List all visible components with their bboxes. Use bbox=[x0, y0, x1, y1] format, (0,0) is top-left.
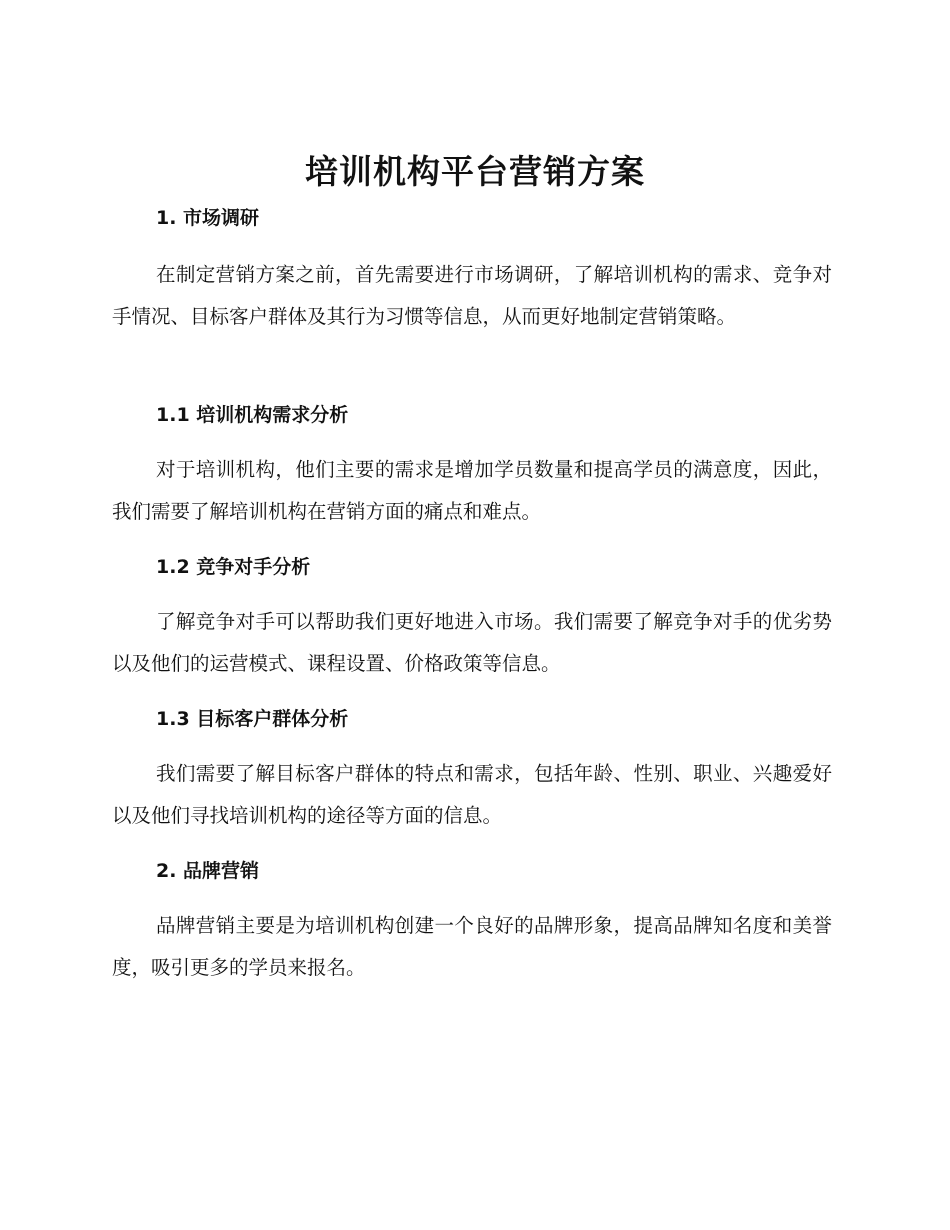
section-body-institution-needs: 对于培训机构，他们主要的需求是增加学员数量和提高学员的满意度，因此，我们需要了解培训机构在营销方面的痛点和难点。 bbox=[112, 458, 832, 523]
section-heading-institution-needs: 1.1 培训机构需求分析 bbox=[156, 404, 349, 426]
document-title: 培训机构平台营销方案 bbox=[305, 152, 645, 191]
section-heading-competitor-analysis: 1.2 竞争对手分析 bbox=[156, 556, 311, 578]
section-body-brand-marketing: 品牌营销主要是为培训机构创建一个良好的品牌形象，提高品牌知名度和美誉度，吸引更多的学员来报名。 bbox=[112, 914, 832, 979]
section-body-market-research: 在制定营销方案之前，首先需要进行市场调研，了解培训机构的需求、竞争对手情况、目标客户群体及其行为习惯等信息，从而更好地制定营销策略。 bbox=[112, 263, 832, 328]
section-heading-brand-marketing: 2. 品牌营销 bbox=[156, 860, 260, 882]
section-body-competitor-analysis: 了解竞争对手可以帮助我们更好地进入市场。我们需要了解竞争对手的优劣势以及他们的运营模式、课程设置、价格政策等信息。 bbox=[112, 610, 832, 675]
section-heading-target-customers: 1.3 目标客户群体分析 bbox=[156, 708, 349, 730]
section-heading-market-research: 1. 市场调研 bbox=[156, 207, 260, 229]
section-body-target-customers: 我们需要了解目标客户群体的特点和需求，包括年龄、性别、职业、兴趣爱好以及他们寻找培训机构的途径等方面的信息。 bbox=[112, 762, 832, 827]
